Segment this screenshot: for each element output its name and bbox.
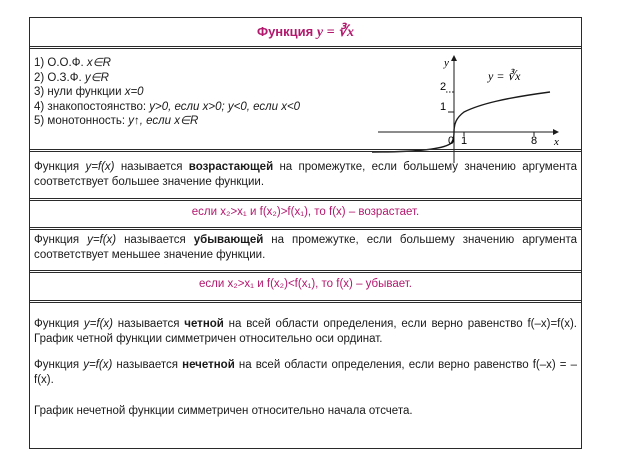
x-tick-label: 1 (461, 135, 468, 147)
card-title (30, 18, 581, 46)
properties-list (34, 56, 300, 129)
increasing-rule: если x₂>x₁ и f(x₂)>f(x₁), то f(x) – возрастает. (191, 206, 420, 218)
even-definition: Функция y=f(x) называется четной на всей области определения, если верно равенство f(–x)=f(x). График четной функции симметричен относительно оси ординат. (34, 318, 577, 345)
property-item: 5) монотонность: y↑, если x∈R (34, 115, 199, 128)
decreasing-rule: если x₂>x₁ и f(x₂)<f(x₁), то f(x) – убывает. (199, 278, 412, 290)
title-label: Функция (256, 24, 314, 39)
odd-definition: Функция y=f(x) называется нечетной на всей области определения, если верно равенство f(–x) = –f(x). (34, 359, 577, 386)
y-tick-label: 1 (440, 101, 447, 113)
y-tick-label: 2 (440, 81, 447, 93)
property-item: 2) О.З.Ф. y∈R (34, 71, 109, 84)
x-tick-label: 0 (448, 135, 455, 147)
divider (30, 270, 581, 273)
decreasing-definition: Функция y=f(x) называется убывающей на промежутке, если большему значению аргумента соответствует меньшее значение функции. (34, 234, 577, 261)
curve-label: y = ∛x (488, 69, 521, 83)
property-item: 3) нули функции x=0 (34, 86, 144, 99)
x-tick-label: 8 (531, 135, 538, 147)
property-item: 1) О.О.Ф. x∈R (34, 57, 111, 69)
title-formula: y = ∛x (316, 25, 354, 40)
property-item: 4) знакопостоянство: y>0, если x>0; y<0, если x<0 (34, 100, 301, 113)
divider (30, 198, 581, 201)
y-axis-label: y (444, 57, 449, 69)
divider (30, 227, 581, 230)
divider (30, 149, 581, 152)
increasing-definition: Функция y=f(x) называется возрастающей на промежутке, если большему значению аргумента соответствует большее значение функции. (34, 161, 577, 188)
divider (30, 300, 581, 303)
odd-graph-note: График нечетной функции симметричен относительно начала отсчета. (34, 405, 413, 417)
function-card (29, 17, 582, 449)
x-axis-label: x (554, 136, 559, 148)
